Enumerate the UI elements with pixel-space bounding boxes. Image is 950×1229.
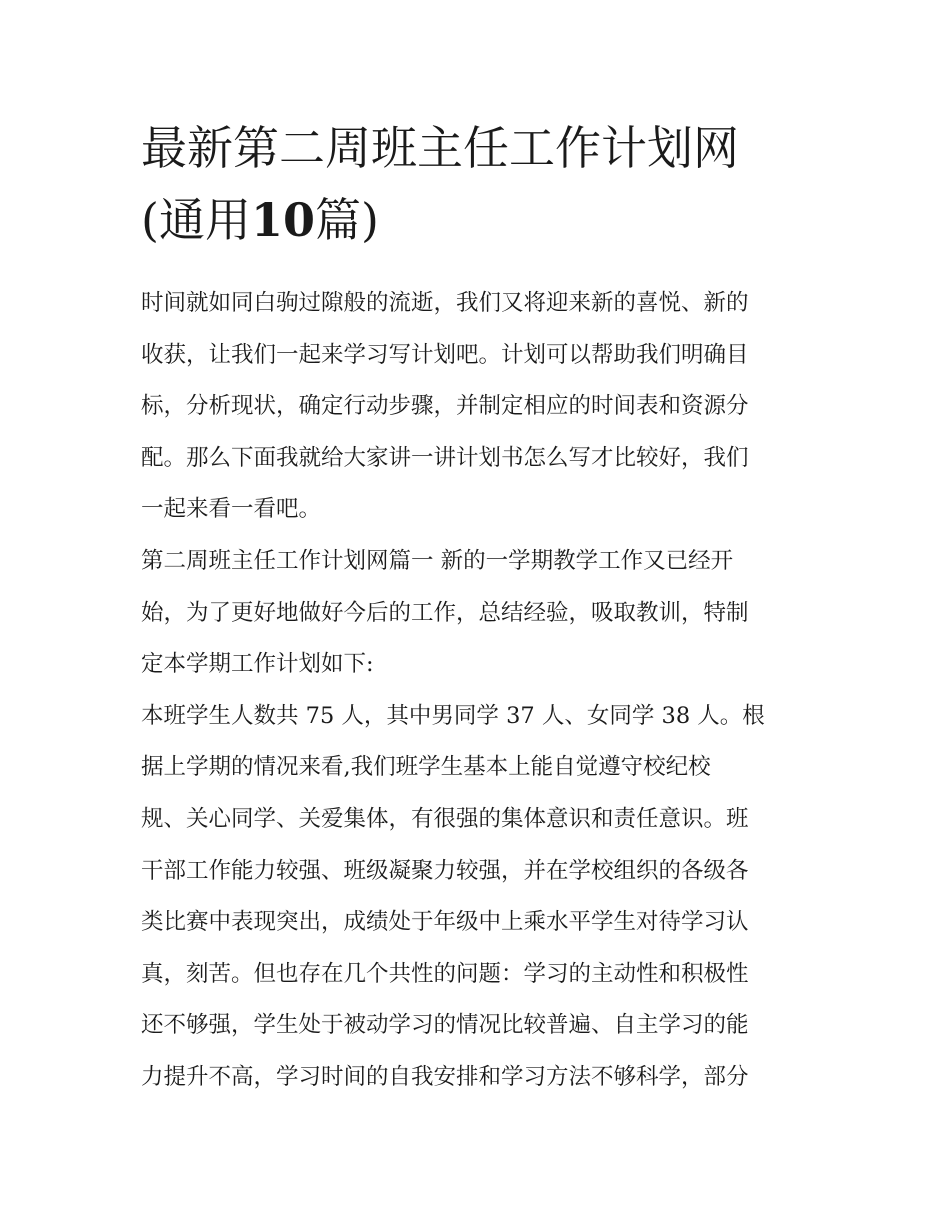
body-line: 规、关心同学、关爱集体，有很强的集体意识和责任意识。班 <box>141 805 749 832</box>
title-open: (通用 <box>141 193 251 247</box>
body-line: 干部工作能力较强、班级凝聚力较强，并在学校组织的各级各 <box>141 857 749 884</box>
body-line: 类比赛中表现突出，成绩处于年级中上乘水平学生对待学习认 <box>141 909 749 936</box>
body-line: 力提升不高，学习时间的自我安排和学习方法不够科学，部分 <box>141 1063 749 1090</box>
document-page <box>141 112 821 1104</box>
body-line: 标，分析现状，确定行动步骤，并制定相应的时间表和资源分 <box>141 393 749 420</box>
body-line: 配。那么下面我就给大家讲一讲计划书怎么写才比较好，我们 <box>141 444 749 471</box>
title-close: 篇) <box>314 193 379 247</box>
body-line: 本班学生人数共 75 人，其中男同学 37 人、女同学 38 人。根 <box>141 702 765 729</box>
body-line: 时间就如同白驹过隙般的流逝，我们又将迎来新的喜悦、新的 <box>141 290 749 316</box>
body-line: 第二周班主任工作计划网篇一 新的一学期教学工作又已经开 <box>141 547 734 574</box>
body-line: 据上学期的情况来看,我们班学生基本上能自觉遵守校纪校 <box>141 754 711 781</box>
body-line: 收获，让我们一起来学习写计划吧。计划可以帮助我们明确目 <box>141 341 749 368</box>
title-line-2 <box>141 184 821 256</box>
body-line: 始，为了更好地做好今后的工作，总结经验，吸取教训，特制 <box>141 599 749 626</box>
body-line: 一起来看一看吧。 <box>141 496 322 523</box>
document-title <box>141 112 821 256</box>
title-line-1: 最新第二周班主任工作计划网 <box>141 121 739 175</box>
body-line: 定本学期工作计划如下: <box>141 651 374 678</box>
title-number: 10 <box>250 193 315 247</box>
body-line: 还不够强，学生处于被动学习的情况比较普遍、自主学习的能 <box>141 1012 749 1039</box>
body-line: 真，刻苦。但也存在几个共性的问题：学习的主动性和积极性 <box>141 960 749 987</box>
document-body <box>141 278 821 1104</box>
